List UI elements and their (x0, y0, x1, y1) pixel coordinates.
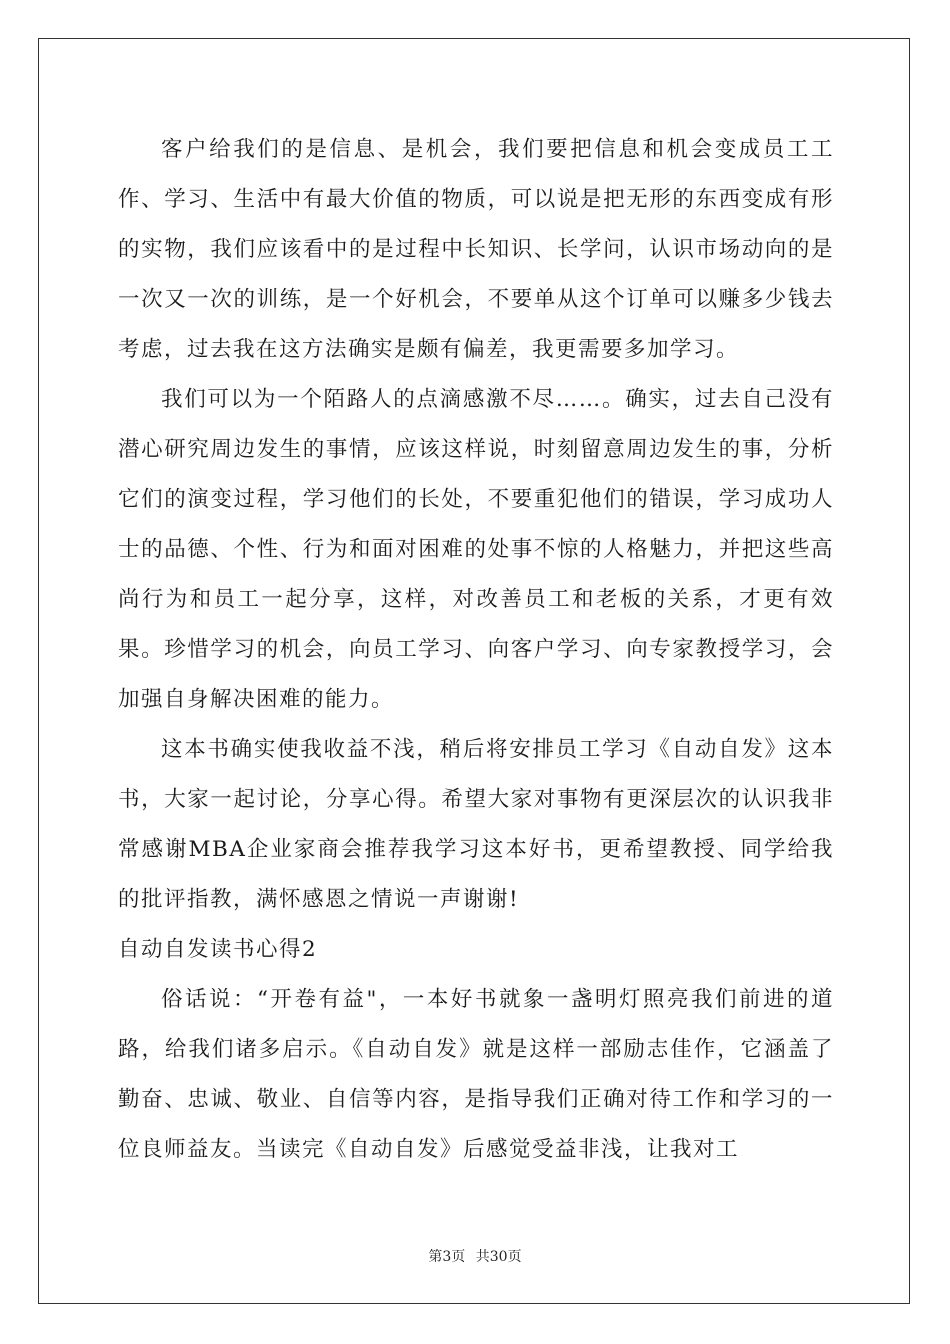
page-footer (0, 1248, 950, 1266)
paragraph-4: 俗话说：“开卷有益"，一本好书就象一盏明灯照亮我们前进的道路，给我们诸多启示。《自动自发》就是这样一部励志佳作，它涵盖了勤奋、忠诚、敬业、自信等内容，是指导我们正确对待工作和学习的一位良师益友。当读完《自动自发》后感觉受益非浅，让我对工 (118, 987, 834, 1162)
paragraph-1: 客户给我们的是信息、是机会，我们要把信息和机会变成员工工作、学习、生活中有最大价值的物质，可以说是把无形的东西变成有形的实物，我们应该看中的是过程中长知识、长学问，认识市场动向的是一次又一次的训练，是一个好机会，不要单从这个订单可以赚多少钱去考虑，过去我在这方法确实是颇有偏差，我更需要多加学习。 (118, 137, 834, 362)
paragraph-2: 我们可以为一个陌路人的点滴感激不尽……。确实，过去自己没有潜心研究周边发生的事情，应该这样说，时刻留意周边发生的事，分析它们的演变过程，学习他们的长处，不要重犯他们的错误，学习成功人士的品德、个性、行为和面对困难的处事不惊的人格魅力，并把这些高尚行为和员工一起分享，这样，对改善员工和老板的关系，才更有效果。珍惜学习的机会，向员工学习、向客户学习、向专家教授学习，会加强自身解决困难的能力。 (118, 387, 834, 712)
page-number: 第3页 (428, 1249, 466, 1265)
document-body (118, 125, 834, 1175)
section-title: 自动自发读书心得2 (118, 937, 318, 962)
page-total: 共30页 (475, 1249, 522, 1265)
paragraph-3: 这本书确实使我收益不浅，稍后将安排员工学习《自动自发》这本书，大家一起讨论，分享心得。希望大家对事物有更深层次的认识我非常感谢MBA企业家商会推荐我学习这本好书，更希望教授、同学给我的批评指教，满怀感恩之情说一声谢谢! (118, 737, 834, 912)
